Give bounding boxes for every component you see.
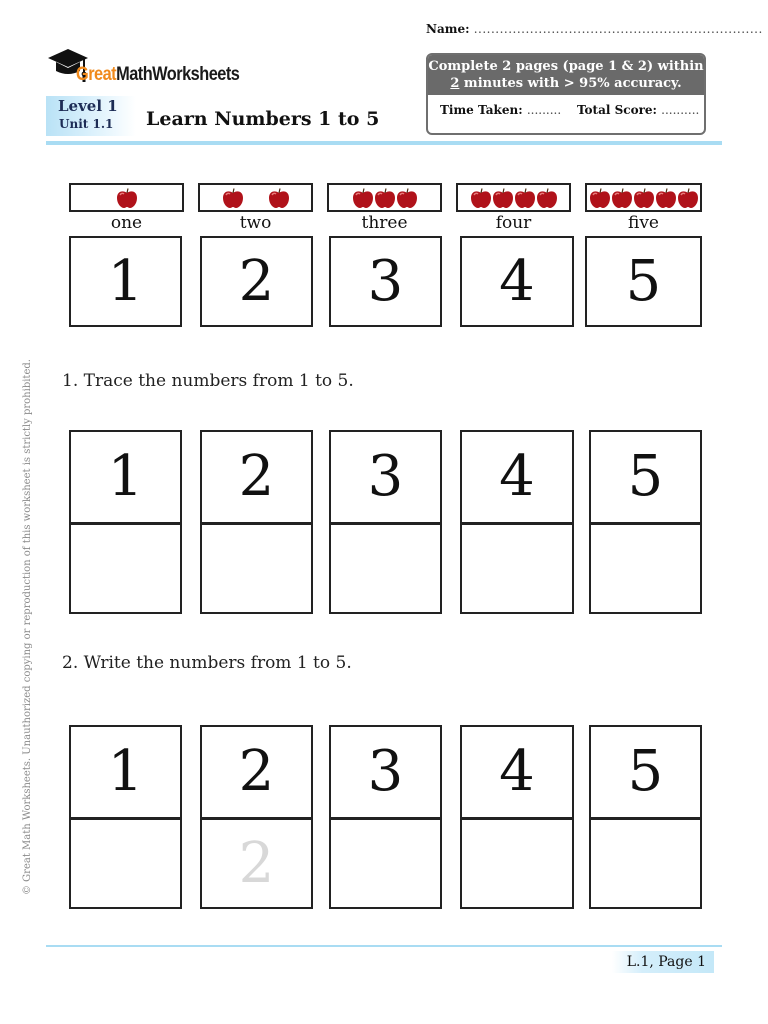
answer-cell[interactable] [591, 820, 700, 907]
apple-icon [116, 188, 138, 209]
number-word: one [110, 213, 143, 233]
practice-pair [69, 430, 182, 614]
total-score-blank: .......... [661, 103, 700, 117]
answer-cell[interactable] [591, 525, 700, 612]
instruction-write: 2. Write the numbers from 1 to 5. [62, 653, 352, 673]
model-cell [331, 727, 440, 820]
model-cell [71, 727, 180, 820]
numeral: 5 [627, 739, 664, 804]
numeral: 1 [107, 248, 144, 314]
numeral: 4 [499, 444, 535, 509]
time-taken-label: Time Taken: [440, 103, 523, 117]
logo-rest-text: MathWorksheets [116, 64, 240, 85]
apple-icon [514, 188, 536, 209]
numeral: 1 [107, 444, 144, 509]
apple-icon [222, 188, 244, 209]
number-word: three [361, 213, 408, 233]
apple-count-box [585, 183, 702, 212]
numeral-box [200, 236, 313, 327]
apple-count-box [456, 183, 571, 212]
apple-icon [470, 188, 492, 209]
page-number: L.1, Page 1 [626, 954, 706, 970]
answer-cell[interactable] [202, 525, 311, 612]
apple-icon [611, 188, 633, 209]
numeral: 3 [367, 248, 404, 314]
answer-cell[interactable] [71, 820, 180, 907]
answer-cell[interactable] [202, 820, 311, 907]
apple-icon [352, 188, 374, 209]
apple-icon [374, 188, 396, 209]
numeral: 4 [499, 739, 535, 804]
model-cell [591, 432, 700, 525]
numeral: 2 [238, 739, 275, 804]
practice-pair [200, 430, 313, 614]
model-cell [71, 432, 180, 525]
model-cell [591, 727, 700, 820]
answer-cell[interactable] [462, 525, 572, 612]
logo-great-text: Great [76, 64, 117, 85]
practice-pair [460, 725, 574, 909]
logo [46, 46, 240, 90]
practice-pair [200, 725, 313, 909]
numeral: 5 [625, 248, 662, 314]
challenge-minutes: 2 [450, 76, 460, 91]
model-cell [462, 432, 572, 525]
page-number-tag [612, 951, 714, 973]
level-label: Level 1 [58, 97, 118, 115]
apple-icon [492, 188, 514, 209]
name-blank: ................................................................... [473, 22, 763, 36]
model-cell [202, 432, 311, 525]
number-word: five [627, 213, 659, 233]
numeral: 4 [499, 248, 535, 314]
practice-pair [69, 725, 182, 909]
numeral-box [460, 236, 574, 327]
number-word: two [239, 213, 272, 233]
name-field [426, 22, 763, 36]
copyright-notice: © Great Math Worksheets. Unauthorized copying or reproduction of this worksheet is strictly prohibited. [22, 359, 33, 895]
faint-numeral: 2 [238, 830, 275, 896]
footer-divider [46, 945, 722, 947]
answer-cell[interactable] [331, 525, 440, 612]
answer-cell[interactable] [71, 525, 180, 612]
total-score-label: Total Score: [577, 103, 657, 117]
apple-count-box [198, 183, 313, 212]
model-cell [202, 727, 311, 820]
numeral: 2 [238, 444, 275, 509]
instruction-trace: 1. Trace the numbers from 1 to 5. [62, 371, 354, 391]
numeral-box [69, 236, 182, 327]
challenge-line1: Complete 2 pages (page 1 & 2) within [428, 59, 704, 74]
apple-icon [268, 188, 290, 209]
apple-icon [633, 188, 655, 209]
name-label: Name: [426, 22, 470, 36]
model-cell [462, 727, 572, 820]
model-cell [331, 432, 440, 525]
total-score [577, 103, 699, 117]
challenge-line2: minutes with > 95% accuracy. [459, 76, 682, 91]
unit-label: Unit 1.1 [59, 117, 114, 131]
apple-icon [655, 188, 677, 209]
challenge-text [428, 55, 704, 95]
practice-pair [460, 430, 574, 614]
apple-icon [536, 188, 558, 209]
numeral-box [329, 236, 442, 327]
challenge-box [426, 53, 706, 135]
numeral: 3 [367, 739, 404, 804]
practice-pair [589, 725, 702, 909]
apple-icon [589, 188, 611, 209]
numeral: 3 [367, 444, 404, 509]
numeral: 2 [238, 248, 275, 314]
numeral: 5 [627, 444, 664, 509]
number-word: four [495, 213, 532, 233]
time-taken-blank: ......... [526, 103, 562, 117]
logo-wordmark [76, 64, 239, 86]
header-divider [46, 141, 722, 145]
practice-pair [589, 430, 702, 614]
page-title: Learn Numbers 1 to 5 [146, 108, 380, 130]
practice-pair [329, 430, 442, 614]
numeral-box [585, 236, 702, 327]
answer-cell[interactable] [462, 820, 572, 907]
answer-cell[interactable] [331, 820, 440, 907]
apple-icon [396, 188, 418, 209]
apple-count-box [327, 183, 442, 212]
time-taken [440, 103, 561, 117]
apple-count-box [69, 183, 184, 212]
practice-pair [329, 725, 442, 909]
numeral: 1 [107, 739, 144, 804]
apple-icon [677, 188, 699, 209]
